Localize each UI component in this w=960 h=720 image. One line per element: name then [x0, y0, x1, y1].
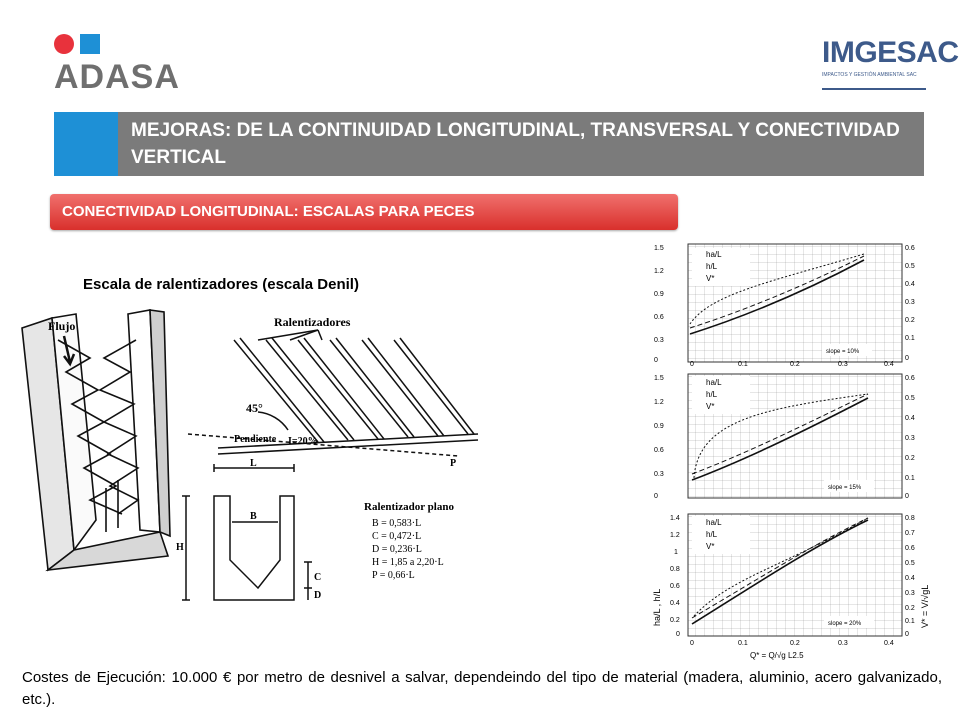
svg-text:0.2: 0.2: [790, 640, 800, 647]
svg-text:0: 0: [905, 355, 909, 362]
adasa-logo: ADASA: [54, 58, 180, 96]
angle-label: 45°: [246, 401, 263, 415]
svg-text:0.4: 0.4: [905, 415, 915, 422]
svg-text:0.9: 0.9: [654, 291, 664, 298]
svg-text:0.5: 0.5: [905, 560, 915, 567]
svg-text:0.4: 0.4: [884, 361, 894, 368]
svg-text:1.2: 1.2: [654, 399, 664, 406]
svg-text:0.6: 0.6: [654, 314, 664, 321]
svg-text:0: 0: [690, 640, 694, 647]
svg-text:0.2: 0.2: [905, 317, 915, 324]
svg-text:0.1: 0.1: [905, 335, 915, 342]
legend-ha-l: ha/L: [706, 250, 722, 259]
svg-text:0: 0: [905, 493, 909, 500]
title-accent-block: [54, 112, 118, 176]
x-axis-label: Q* = Q/√g L2.5: [750, 651, 804, 660]
svg-text:1.5: 1.5: [654, 245, 664, 252]
b-label: B: [250, 511, 257, 522]
imgesac-logo: IMGESAC: [822, 36, 959, 69]
imgesac-underline: [822, 88, 926, 90]
svg-text:0.8: 0.8: [905, 515, 915, 522]
y-axis-label-left: ha/L , h/L: [652, 588, 662, 626]
formula-b: B = 0,583·L: [372, 518, 422, 529]
svg-text:0.1: 0.1: [738, 640, 748, 647]
svg-text:0.3: 0.3: [654, 471, 664, 478]
svg-text:0: 0: [654, 357, 658, 364]
p-label: P: [450, 458, 457, 469]
chart-slope-15: [654, 361, 915, 500]
svg-text:h/L: h/L: [706, 390, 718, 399]
channel-illustration: [22, 310, 170, 570]
legend-v: V*: [706, 274, 715, 283]
svg-text:0.7: 0.7: [905, 530, 915, 537]
svg-text:0.2: 0.2: [905, 605, 915, 612]
h-label: H: [176, 542, 184, 553]
svg-text:0.4: 0.4: [905, 575, 915, 582]
denil-fishway-drawing: [18, 300, 488, 610]
svg-text:0.2: 0.2: [670, 617, 680, 624]
l-label: L: [250, 458, 257, 469]
svg-text:0.2: 0.2: [905, 455, 915, 462]
svg-text:0.3: 0.3: [654, 337, 664, 344]
pendiente-label: Pendiente: [234, 434, 277, 445]
svg-text:0.6: 0.6: [654, 447, 664, 454]
svg-text:0.3: 0.3: [838, 361, 848, 368]
plano-title: Ralentizador plano: [364, 501, 454, 513]
chart-slope-20: [652, 514, 930, 660]
imgesac-tagline: IMPACTOS Y GESTIÓN AMBIENTAL SAC: [822, 72, 917, 78]
svg-text:ha/L: ha/L: [706, 378, 722, 387]
svg-text:0: 0: [654, 493, 658, 500]
section-title: CONECTIVIDAD LONGITUDINAL: ESCALAS PARA PECES: [62, 203, 475, 220]
svg-text:0.6: 0.6: [905, 375, 915, 382]
svg-text:0.5: 0.5: [905, 263, 915, 270]
svg-text:V*: V*: [706, 402, 715, 411]
ralentizadores-label: Ralentizadores: [274, 315, 351, 329]
svg-text:1.4: 1.4: [670, 515, 680, 522]
svg-text:0.1: 0.1: [905, 475, 915, 482]
hydraulic-charts: [650, 238, 930, 664]
c-label: C: [314, 572, 322, 583]
svg-text:0.9: 0.9: [654, 423, 664, 430]
formula-h: H = 1,85 a 2,20·L: [372, 557, 444, 568]
svg-text:0.1: 0.1: [905, 618, 915, 625]
slope-10-label: slope = 10%: [826, 349, 860, 355]
adasa-logo-circle: [54, 34, 74, 54]
baffles-side-view: [188, 330, 478, 456]
svg-text:0.6: 0.6: [905, 245, 915, 252]
slide-title: MEJORAS: DE LA CONTINUIDAD LONGITUDINAL, TRANSVERSAL Y CONECTIVIDAD VERTICAL: [131, 120, 900, 168]
flujo-label: Flujo: [48, 319, 76, 333]
diagram-subtitle: Escala de ralentizadores (escala Denil): [83, 276, 359, 293]
slope-15-label: slope = 15%: [828, 485, 862, 491]
d-label: D: [314, 590, 322, 601]
svg-text:1.2: 1.2: [654, 268, 664, 275]
svg-text:0.3: 0.3: [838, 640, 848, 647]
baffle-cross-section: [182, 464, 312, 600]
svg-text:0: 0: [690, 361, 694, 368]
legend-h-l: h/L: [706, 262, 718, 271]
costs-paragraph: Costes de Ejecución: 10.000 € por metro de desnivel a salvar, dependeindo del tipo de material (madera, aluminio, acero galvanizado, etc.).: [22, 669, 942, 708]
y-axis-label-right: V* = V/√gL: [920, 584, 930, 628]
svg-text:0.3: 0.3: [905, 299, 915, 306]
formula-p: P = 0,66·L: [372, 570, 415, 581]
slope-label: I=20%: [288, 436, 318, 447]
svg-text:0.4: 0.4: [670, 600, 680, 607]
svg-text:0.6: 0.6: [905, 545, 915, 552]
formula-d: D = 0,236·L: [372, 544, 422, 555]
svg-text:0.2: 0.2: [790, 361, 800, 368]
svg-text:1.5: 1.5: [654, 375, 664, 382]
svg-text:0.1: 0.1: [738, 361, 748, 368]
adasa-logo-square: [80, 34, 100, 54]
chart-slope-10: [654, 244, 915, 364]
svg-text:1: 1: [674, 549, 678, 556]
slope-20-label: slope = 20%: [828, 621, 862, 627]
svg-text:0: 0: [676, 631, 680, 638]
svg-text:0.6: 0.6: [670, 583, 680, 590]
svg-text:0: 0: [905, 631, 909, 638]
svg-text:h/L: h/L: [706, 530, 718, 539]
svg-text:1.2: 1.2: [670, 532, 680, 539]
svg-text:0.8: 0.8: [670, 566, 680, 573]
svg-text:0.4: 0.4: [905, 281, 915, 288]
formula-c: C = 0,472·L: [372, 531, 422, 542]
svg-text:0.5: 0.5: [905, 395, 915, 402]
svg-text:0.4: 0.4: [884, 640, 894, 647]
svg-text:ha/L: ha/L: [706, 518, 722, 527]
svg-text:0.3: 0.3: [905, 435, 915, 442]
svg-text:0.3: 0.3: [905, 590, 915, 597]
svg-text:V*: V*: [706, 542, 715, 551]
